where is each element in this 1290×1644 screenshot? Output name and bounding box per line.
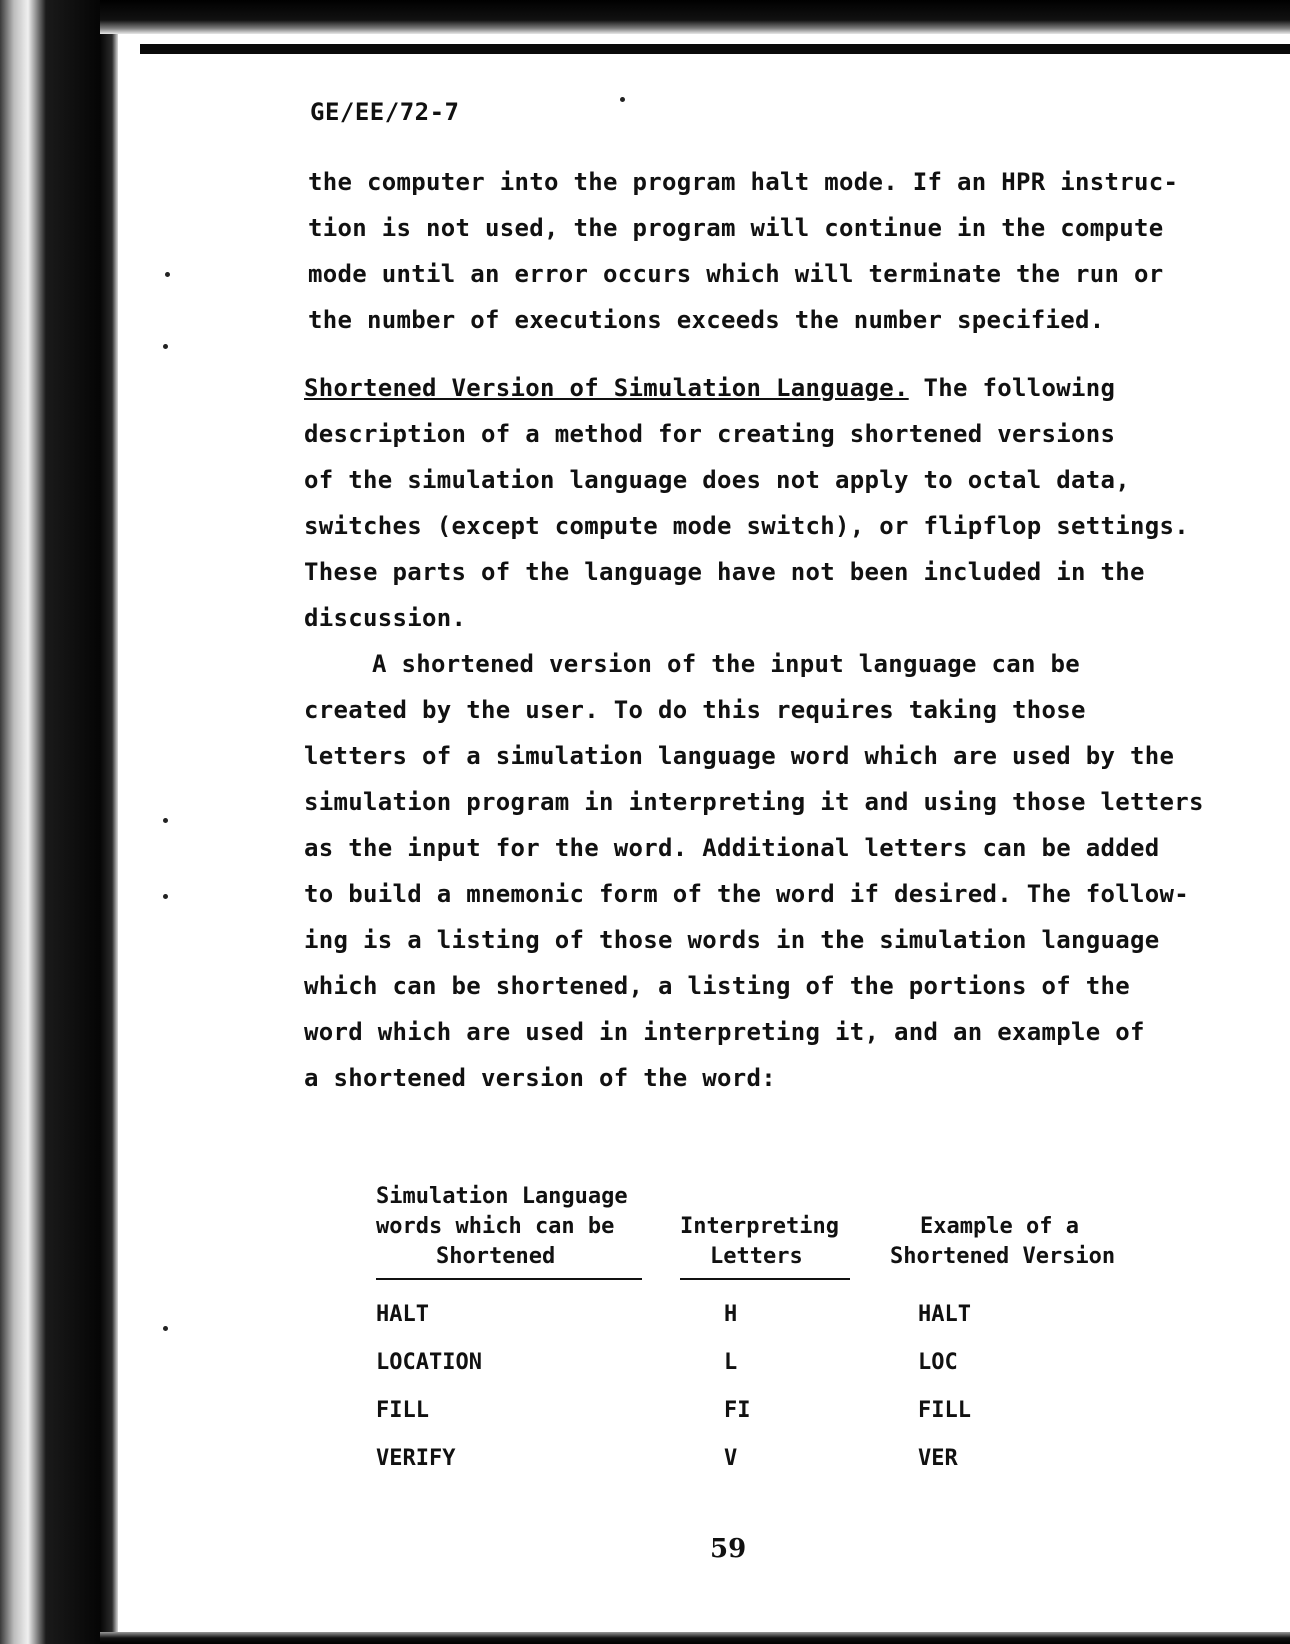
table-cell-letters: L (724, 1350, 738, 1375)
p3-line: letters of a simulation language word which are used by the (304, 742, 1175, 770)
p2-line: switches (except compute mode switch), or flipflop settings. (304, 512, 1189, 540)
table-cell-letters: V (724, 1446, 738, 1471)
p1-line: the number of executions exceeds the number specified. (308, 306, 1105, 334)
table-cell-example: HALT (918, 1302, 971, 1327)
section-heading: Shortened Version of Simulation Language. (304, 374, 909, 402)
scan-speck (163, 344, 168, 349)
table-cell-word: FILL (376, 1398, 429, 1423)
table-cell-word: LOCATION (376, 1350, 482, 1375)
scan-speck (620, 97, 625, 102)
document-id: GE/EE/72-7 (310, 98, 460, 126)
table-cell-word: HALT (376, 1302, 429, 1327)
table-header-example: Example of a Shortened Version (890, 1214, 1116, 1269)
table-cell-letters: H (724, 1302, 738, 1327)
scan-speck (165, 272, 170, 277)
p3-line: to build a mnemonic form of the word if desired. The follow- (304, 880, 1189, 908)
table-cell-example: VER (918, 1446, 958, 1471)
scan-speck (163, 894, 168, 899)
table-header-words: Simulation Language words which can be Shortened (376, 1184, 628, 1269)
table-cell-letters: FI (724, 1398, 751, 1423)
table-header-rule (376, 1278, 642, 1280)
p2-line: of the simulation language does not apply to octal data, (304, 466, 1130, 494)
page-number: 59 (710, 1534, 747, 1564)
p3-line: a shortened version of the word: (304, 1064, 776, 1092)
p3-line: ing is a listing of those words in the simulation language (304, 926, 1160, 954)
p3-line: simulation program in interpreting it and using those letters (304, 788, 1204, 816)
table-header-rule (680, 1278, 850, 1280)
table-cell-word: VERIFY (376, 1446, 456, 1471)
p2-line: These parts of the language have not been included in the (304, 558, 1145, 586)
p3-line: which can be shortened, a listing of the portions of the (304, 972, 1130, 1000)
p2-line: discussion. (304, 604, 467, 632)
p3-line: A shortened version of the input language can be (372, 650, 1080, 678)
table-cell-example: FILL (918, 1398, 971, 1423)
scan-speck (163, 1326, 168, 1331)
p1-line: tion is not used, the program will continue in the compute (308, 214, 1164, 242)
p1-line: mode until an error occurs which will terminate the run or (308, 260, 1164, 288)
table-header-letters: Interpreting Letters (680, 1214, 839, 1269)
p3-line: as the input for the word. Additional letters can be added (304, 834, 1160, 862)
p1-line: the computer into the program halt mode. If an HPR instruc- (308, 168, 1179, 196)
p2-first-line (304, 372, 1115, 404)
p3-line: created by the user. To do this requires taking those (304, 696, 1086, 724)
p2-line: description of a method for creating shortened versions (304, 420, 1116, 448)
p3-line: word which are used in interpreting it, and an example of (304, 1018, 1145, 1046)
p2-line: The following (923, 374, 1116, 402)
scan-speck (163, 818, 168, 823)
table-cell-example: LOC (918, 1350, 958, 1375)
